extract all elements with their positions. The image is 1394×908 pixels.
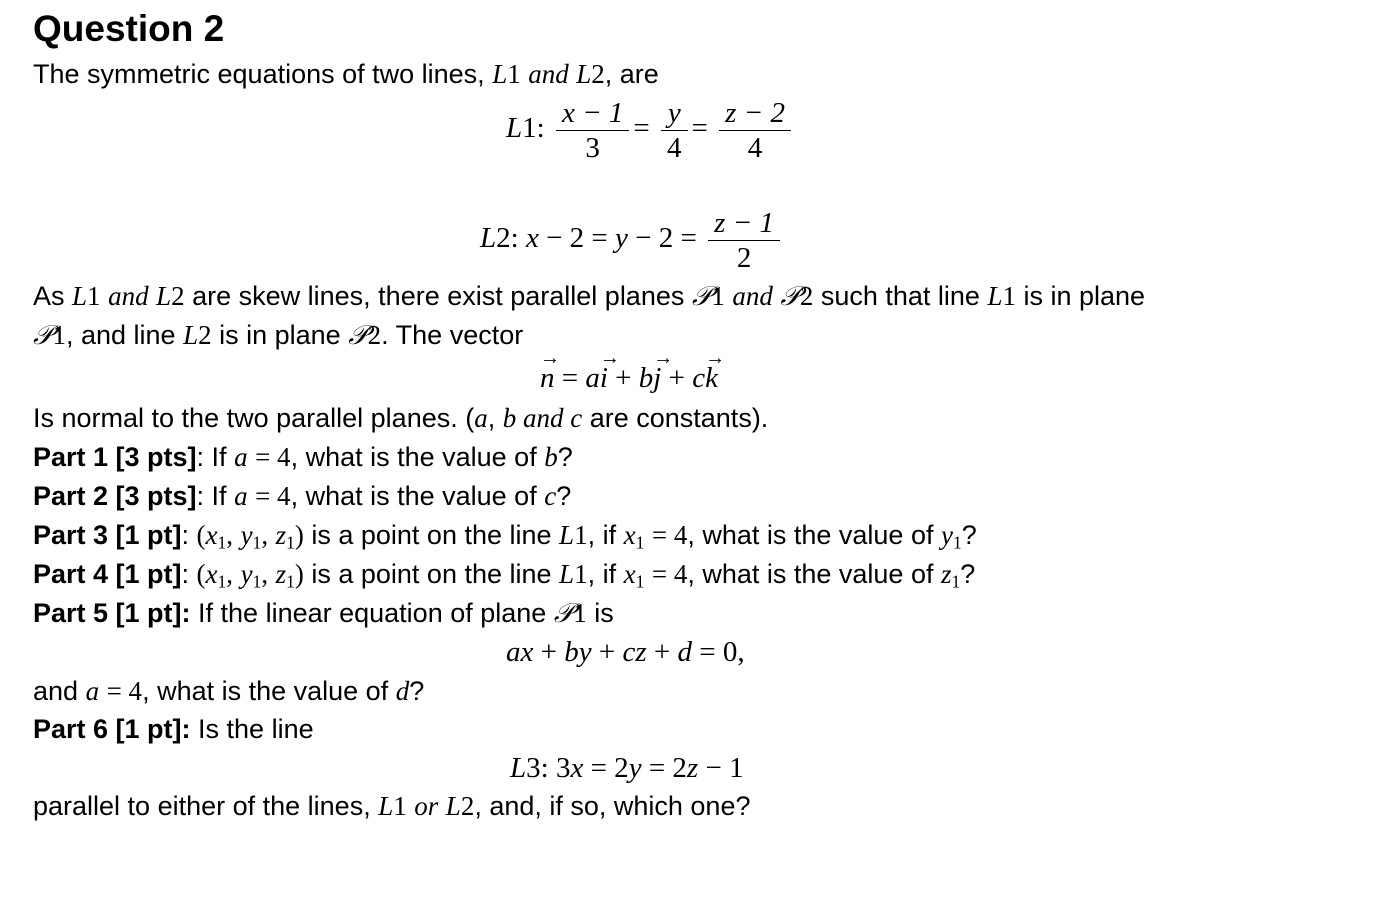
- normal-text: Is normal to the two parallel planes. (a, b and c are constants).: [33, 403, 769, 433]
- skew-text-line2: 𝒫1, and line L2 is in plane 𝒫2. The vector: [33, 320, 524, 350]
- part-6: Part 6 [1 pt]: Is the line: [33, 714, 314, 744]
- L1-fraction-x: $\frac{x - 1}{3}$: [556, 96, 629, 165]
- L3-equation: L3: 3x = 2y = 2z − 1: [510, 752, 744, 784]
- part-5: Part 5 [1 pt]: If the linear equation of plane 𝒫1 is: [33, 598, 614, 628]
- part-5-followup: and a = 4, what is the value of d?: [33, 676, 425, 706]
- L1-fraction-z: $\frac{z - 2}{4}$: [719, 96, 791, 165]
- part-3: Part 3 [1 pt]: ($x_1$, $y_1$, $z_1$) is a point on the line L1, if $x_1 = 4$, what is the value of $y_1$?: [33, 520, 977, 553]
- L1-fraction-y: $\frac{y}{4}$: [661, 96, 688, 165]
- equation-L1: L1: $\frac{x - 1}{3}$ = $\frac{y}{4}$ = $\frac{z - 2}{4}$: [506, 96, 795, 165]
- question-title: Question 2: [33, 8, 225, 49]
- L1-label: L: [506, 112, 523, 145]
- part-4: Part 4 [1 pt]: ($x_1$, $y_1$, $z_1$) is a point on the line L1, if $x_1 = 4$, what is the value of $z_1$?: [33, 559, 976, 592]
- part-2: Part 2 [3 pts]: If a = 4, what is the value of c?: [33, 481, 572, 511]
- skew-text-line1: As L1 and L2 are skew lines, there exist parallel planes 𝒫1 and 𝒫2 such that line L1 is in plane: [33, 281, 1146, 311]
- L2-fraction-z: $\frac{z - 1}{2}$: [708, 206, 780, 275]
- normal-vector-equation: n → = ai → + bj → + ck →: [540, 362, 718, 394]
- final-question-line: parallel to either of the lines, L1 or L2, and, if so, which one?: [33, 791, 751, 821]
- part-1: Part 1 [3 pts]: If a = 4, what is the value of b?: [33, 442, 573, 472]
- plane-equation: ax + by + cz + d = 0,: [506, 636, 745, 668]
- equation-L2: L2: x − 2 = y − 2 = $\frac{z - 1}{2}$: [480, 206, 784, 275]
- intro-text: The symmetric equations of two lines, L1 and L2, are: [33, 59, 659, 89]
